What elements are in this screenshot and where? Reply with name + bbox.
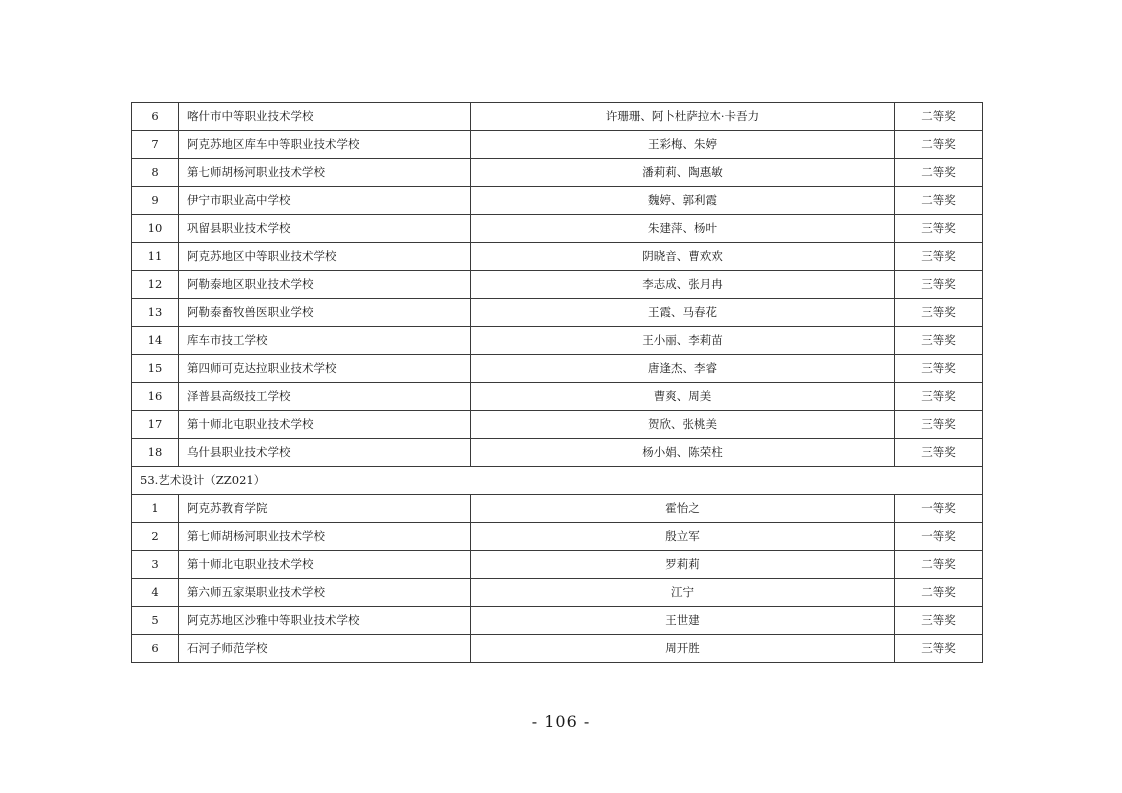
- table-row: [132, 383, 983, 411]
- award-level: 三等奖: [895, 355, 983, 383]
- table-row: [132, 159, 983, 187]
- winner-names: 王霞、马春花: [471, 299, 895, 327]
- row-number: 6: [132, 635, 179, 663]
- school-name: 阿克苏地区沙雅中等职业技术学校: [179, 607, 471, 635]
- row-number: 3: [132, 551, 179, 579]
- award-level: 三等奖: [895, 271, 983, 299]
- winner-names: 曹爽、周美: [471, 383, 895, 411]
- table-row: [132, 523, 983, 551]
- row-number: 5: [132, 607, 179, 635]
- table-row: [132, 635, 983, 663]
- winner-names: 贺欣、张桃美: [471, 411, 895, 439]
- award-level: 二等奖: [895, 579, 983, 607]
- row-number: 6: [132, 103, 179, 131]
- school-name: 阿勒泰地区职业技术学校: [179, 271, 471, 299]
- table-row: [132, 243, 983, 271]
- award-level: 三等奖: [895, 299, 983, 327]
- table-row: [132, 607, 983, 635]
- table-row: [132, 327, 983, 355]
- award-level: 三等奖: [895, 243, 983, 271]
- award-level: 二等奖: [895, 159, 983, 187]
- section-heading-row: [132, 467, 983, 495]
- school-name: 乌什县职业技术学校: [179, 439, 471, 467]
- row-number: 7: [132, 131, 179, 159]
- row-number: 12: [132, 271, 179, 299]
- school-name: 第十师北屯职业技术学校: [179, 411, 471, 439]
- winner-names: 朱建萍、杨叶: [471, 215, 895, 243]
- award-level: 三等奖: [895, 327, 983, 355]
- table-row: [132, 355, 983, 383]
- table-row: [132, 495, 983, 523]
- winner-names: 潘莉莉、陶惠敏: [471, 159, 895, 187]
- winner-names: 杨小娟、陈荣柱: [471, 439, 895, 467]
- table-row: [132, 131, 983, 159]
- school-name: 阿勒泰畜牧兽医职业学校: [179, 299, 471, 327]
- table-row: [132, 215, 983, 243]
- row-number: 13: [132, 299, 179, 327]
- table-row: [132, 579, 983, 607]
- school-name: 第四师可克达拉职业技术学校: [179, 355, 471, 383]
- award-level: 三等奖: [895, 439, 983, 467]
- row-number: 14: [132, 327, 179, 355]
- award-level: 三等奖: [895, 411, 983, 439]
- school-name: 巩留县职业技术学校: [179, 215, 471, 243]
- row-number: 8: [132, 159, 179, 187]
- award-level: 二等奖: [895, 103, 983, 131]
- award-level: 二等奖: [895, 187, 983, 215]
- school-name: 泽普县高级技工学校: [179, 383, 471, 411]
- row-number: 4: [132, 579, 179, 607]
- award-level: 一等奖: [895, 523, 983, 551]
- winner-names: 许珊珊、阿卜杜萨拉木·卡吾力: [471, 103, 895, 131]
- row-number: 17: [132, 411, 179, 439]
- table-row: [132, 299, 983, 327]
- award-level: 三等奖: [895, 607, 983, 635]
- row-number: 11: [132, 243, 179, 271]
- school-name: 石河子师范学校: [179, 635, 471, 663]
- school-name: 喀什市中等职业技术学校: [179, 103, 471, 131]
- table-row: [132, 411, 983, 439]
- award-level: 二等奖: [895, 551, 983, 579]
- winner-names: 霍怡之: [471, 495, 895, 523]
- table-row: [132, 271, 983, 299]
- awards-table-body: [132, 103, 983, 663]
- school-name: 阿克苏教育学院: [179, 495, 471, 523]
- award-level: 三等奖: [895, 635, 983, 663]
- row-number: 15: [132, 355, 179, 383]
- school-name: 阿克苏地区库车中等职业技术学校: [179, 131, 471, 159]
- winner-names: 罗莉莉: [471, 551, 895, 579]
- award-level: 一等奖: [895, 495, 983, 523]
- winner-names: 王世建: [471, 607, 895, 635]
- winner-names: 王小丽、李莉苗: [471, 327, 895, 355]
- page-number: - 106 -: [531, 712, 591, 731]
- row-number: 1: [132, 495, 179, 523]
- table-row: [132, 187, 983, 215]
- school-name: 阿克苏地区中等职业技术学校: [179, 243, 471, 271]
- winner-names: 魏婷、郭利霞: [471, 187, 895, 215]
- row-number: 2: [132, 523, 179, 551]
- table-row: [132, 103, 983, 131]
- award-level: 三等奖: [895, 215, 983, 243]
- school-name: 第六师五家渠职业技术学校: [179, 579, 471, 607]
- winner-names: 阴晓音、曹欢欢: [471, 243, 895, 271]
- school-name: 库车市技工学校: [179, 327, 471, 355]
- award-level: 三等奖: [895, 383, 983, 411]
- winner-names: 李志成、张月冉: [471, 271, 895, 299]
- school-name: 第十师北屯职业技术学校: [179, 551, 471, 579]
- school-name: 伊宁市职业高中学校: [179, 187, 471, 215]
- row-number: 10: [132, 215, 179, 243]
- row-number: 18: [132, 439, 179, 467]
- winner-names: 江宁: [471, 579, 895, 607]
- winner-names: 周开胜: [471, 635, 895, 663]
- row-number: 16: [132, 383, 179, 411]
- awards-table: [131, 102, 983, 663]
- winner-names: 殷立军: [471, 523, 895, 551]
- award-level: 二等奖: [895, 131, 983, 159]
- row-number: 9: [132, 187, 179, 215]
- section-title: 53.艺术设计（ZZ021）: [132, 467, 983, 495]
- table-row: [132, 551, 983, 579]
- winner-names: 唐逢杰、李睿: [471, 355, 895, 383]
- school-name: 第七师胡杨河职业技术学校: [179, 523, 471, 551]
- winner-names: 王彩梅、朱婷: [471, 131, 895, 159]
- school-name: 第七师胡杨河职业技术学校: [179, 159, 471, 187]
- table-row: [132, 439, 983, 467]
